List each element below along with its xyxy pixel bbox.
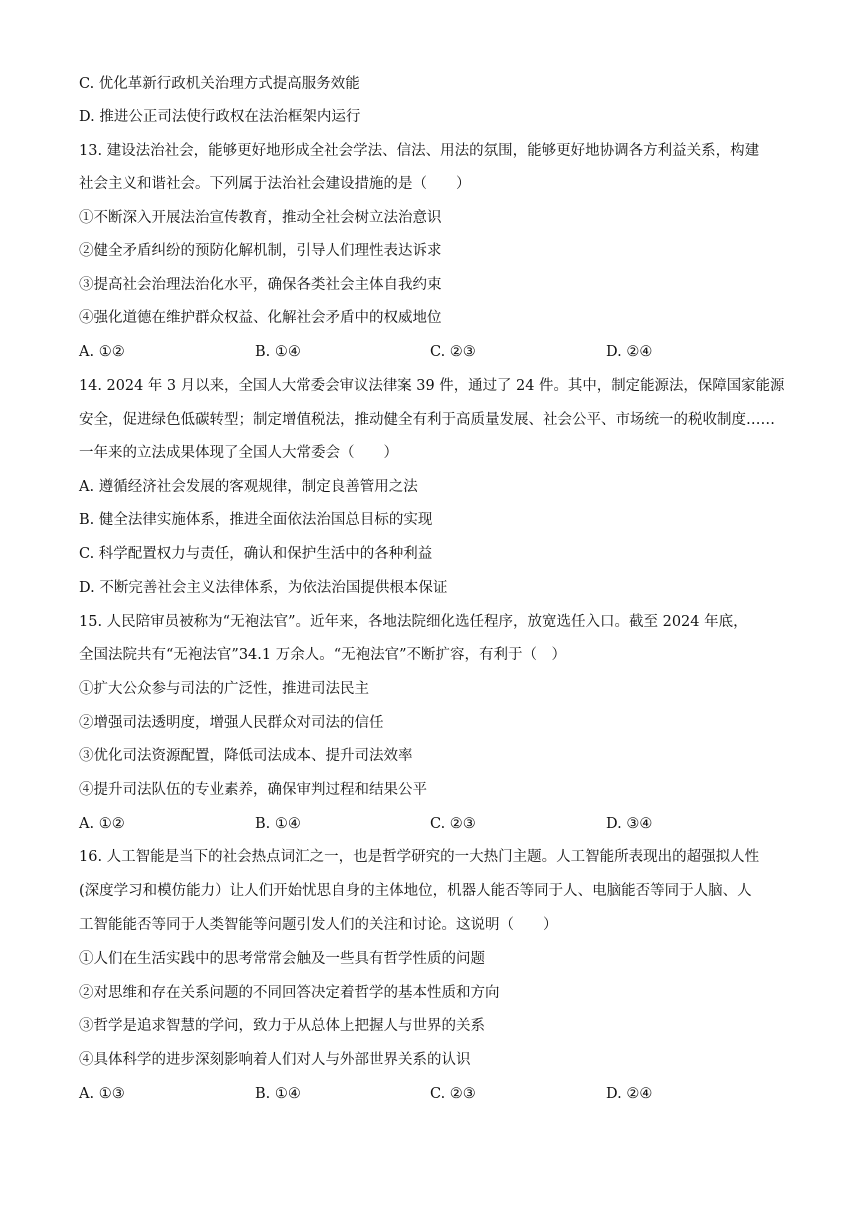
- q16-option-d: D. ②④: [606, 1086, 653, 1102]
- q13-item-3: ③提高社会治理法治化水平，确保各类社会主体自我约束: [79, 277, 442, 293]
- q15-option-d: D. ③④: [606, 816, 653, 832]
- q15-item-4: ④提升司法队伍的专业素养，确保审判过程和结果公平: [79, 782, 427, 798]
- q15-item-3: ③优化司法资源配置，降低司法成本、提升司法效率: [79, 748, 413, 764]
- q13-option-d: D. ②④: [606, 344, 653, 360]
- q16-option-a: A. ①③: [79, 1086, 125, 1102]
- q13-option-c: C. ②③: [430, 344, 476, 360]
- q13-option-a: A. ①②: [79, 344, 125, 360]
- q14-stem-line2: 安全，促进绿色低碳转型；制定增值税法，推动健全有利于高质量发展、社会公平、市场统一的税收制度……: [79, 412, 775, 428]
- q15-stem-line2: 全国法院共有“无袍法官”34.1 万余人。“无袍法官”不断扩容，有利于（ ）: [79, 647, 567, 663]
- q14-stem-line3: 一年来的立法成果体现了全国人大常委会（ ）: [79, 445, 398, 461]
- q15-option-b: B. ①④: [255, 816, 301, 832]
- q16-option-c: C. ②③: [430, 1086, 476, 1102]
- q12-option-c: C. 优化革新行政机关治理方式提高服务效能: [79, 76, 360, 92]
- q15-option-c: C. ②③: [430, 816, 476, 832]
- q14-option-d: D. 不断完善社会主义法律体系，为依法治国提供根本保证: [79, 580, 448, 596]
- q13-option-b: B. ①④: [255, 344, 301, 360]
- q14-option-a: A. 遵循经济社会发展的客观规律，制定良善管用之法: [79, 479, 418, 495]
- q16-stem-line2: (深度学习和模仿能力）让人们开始忧思自身的主体地位，机器人能否等同于人、电脑能否等同于人脑、人: [79, 883, 752, 899]
- q15-item-1: ①扩大公众参与司法的广泛性，推进司法民主: [79, 681, 369, 697]
- q16-item-4: ④具体科学的进步深刻影响着人们对人与外部世界关系的认识: [79, 1052, 471, 1068]
- q16-item-2: ②对思维和存在关系问题的不同回答决定着哲学的基本性质和方向: [79, 985, 500, 1001]
- q13-item-4: ④强化道德在维护群众权益、化解社会矛盾中的权威地位: [79, 310, 442, 326]
- q14-option-c: C. 科学配置权力与责任，确认和保护生活中的各种利益: [79, 546, 433, 562]
- q13-stem-line2: 社会主义和谐社会。下列属于法治社会建设措施的是（ ）: [79, 176, 471, 192]
- q16-option-b: B. ①④: [255, 1086, 301, 1102]
- q16-item-1: ①人们在生活实践中的思考常常会触及一些具有哲学性质的问题: [79, 951, 485, 967]
- q12-option-d: D. 推进公正司法使行政权在法治框架内运行: [79, 109, 361, 125]
- q16-stem-line3: 工智能能否等同于人类智能等问题引发人们的关注和讨论。这说明（ ）: [79, 917, 558, 933]
- q14-stem-line1: 14. 2024 年 3 月以来，全国人大常委会审议法律案 39 件，通过了 24 件。其中，制定能源法，保障国家能源: [79, 378, 785, 394]
- q16-item-3: ③哲学是追求智慧的学问，致力于从总体上把握人与世界的关系: [79, 1018, 485, 1034]
- q16-stem-line1: 16. 人工智能是当下的社会热点词汇之一，也是哲学研究的一大热门主题。人工智能所表现出的超强拟人性: [79, 849, 760, 865]
- q13-item-2: ②健全矛盾纠纷的预防化解机制，引导人们理性表达诉求: [79, 243, 442, 259]
- q13-stem-line1: 13. 建设法治社会，能够更好地形成全社会学法、信法、用法的氛围，能够更好地协调各方利益关系，构建: [79, 143, 760, 159]
- q15-stem-line1: 15. 人民陪审员被称为“无袍法官”。近年来，各地法院细化选任程序，放宽选任入口。截至 2024 年底，: [79, 614, 748, 630]
- q14-option-b: B. 健全法律实施体系，推进全面依法治国总目标的实现: [79, 512, 433, 528]
- q15-item-2: ②增强司法透明度，增强人民群众对司法的信任: [79, 715, 384, 731]
- q13-item-1: ①不断深入开展法治宣传教育，推动全社会树立法治意识: [79, 210, 442, 226]
- q15-option-a: A. ①②: [79, 816, 125, 832]
